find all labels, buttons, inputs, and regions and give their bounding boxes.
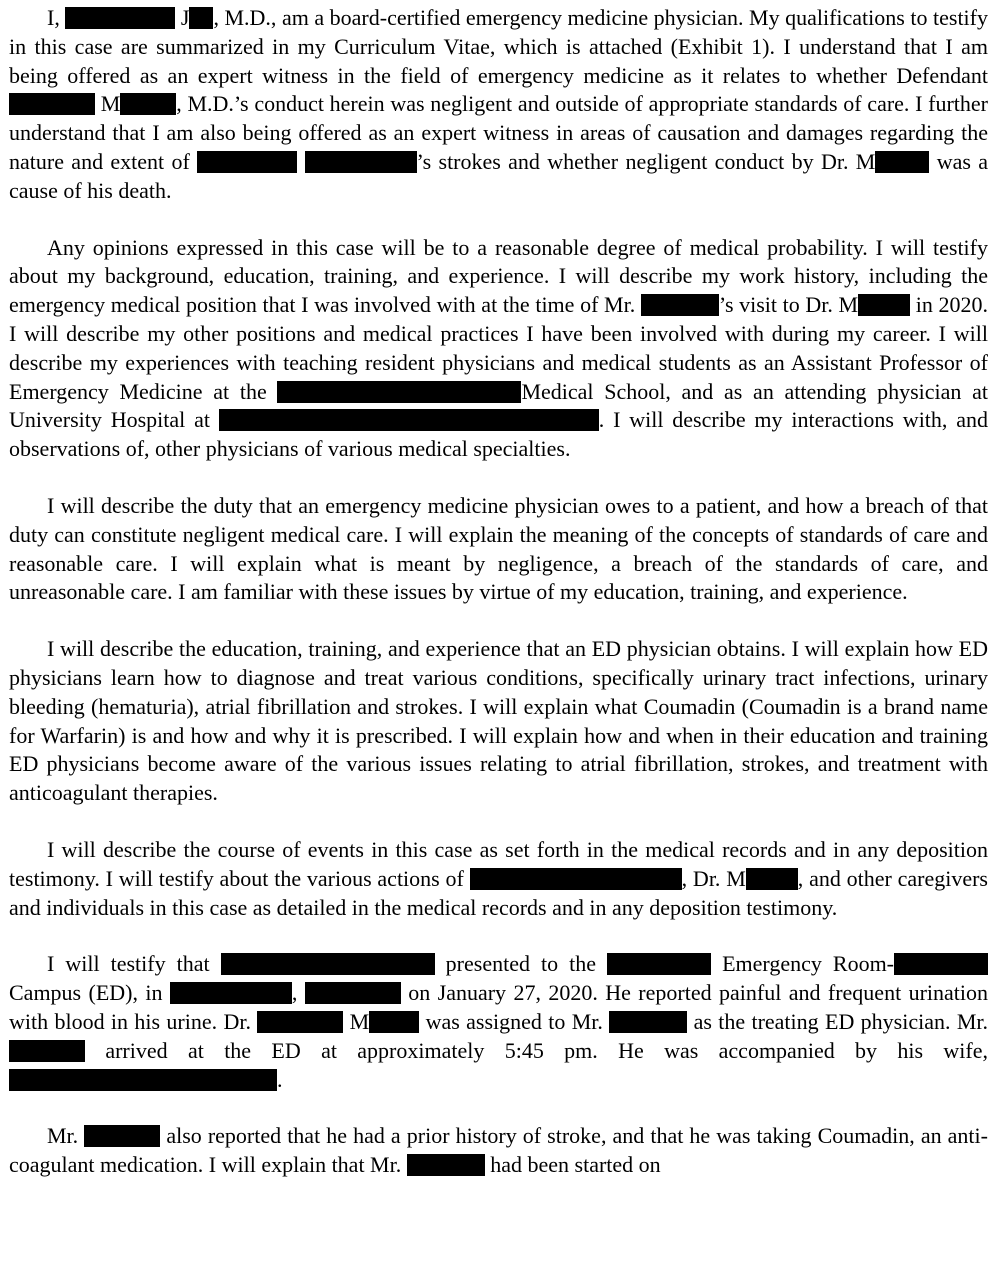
redaction-box [407,1154,485,1176]
redaction-box [189,7,213,29]
redaction-box [607,953,711,975]
paragraph-text: , [291,980,305,1006]
paragraph-text: was a cause of his death. [9,148,989,203]
paragraph-text: . I will describe my interactions with, and observations of, other physicians of various medical specialties. [9,407,988,462]
redaction-box [170,982,292,1004]
redaction-box [9,93,95,115]
paragraph-text: M [95,91,121,117]
paragraph-text: in 2020. I will describe my other positions and medical practices I have been involved with during my career. I will describe my experiences with teaching resident physicians and medical students as an Assistant Professor of Emergency Medicine at the [9,292,988,404]
paragraph-text: Any opinions expressed in this case will be to a reasonable degree of medical probability. I will testify about my background, education, training, and experience. I will describe my work history, including the emergency medical position that I was involved with at the time of Mr. [9,234,988,318]
redaction-box [369,1011,419,1033]
paragraph-text: Medical School, and as an attending physician at University Hospital at [9,378,988,433]
paragraph-text: had been started on [484,1152,661,1178]
paragraph-text: I, [47,5,66,30]
redaction-box [221,953,435,975]
redaction-box [257,1011,343,1033]
paragraph-text: on January 27, 2020. He reported painful and frequent urination with blood in his urine. Dr. [9,980,989,1034]
paragraph-text: I will testify that [47,951,221,977]
paragraph-text: Mr. [47,1123,85,1149]
redaction-box [197,151,297,173]
redaction-box [9,1069,277,1091]
redaction-box [305,982,401,1004]
paragraph [9,836,988,922]
paragraph-text: , Dr. M [681,865,746,891]
paragraph-text: J [175,5,190,30]
paragraph [9,492,988,607]
paragraph-text: M [343,1008,370,1034]
paragraph-text: ’s visit to Dr. M [718,292,859,318]
redaction-box [219,409,599,431]
paragraph-text: presented to the [434,951,608,977]
paragraph-text: I will describe the education, training, and experience that an ED physician obtains. I will explain how ED physicians learn how to diagnose and treat various conditions, specifically urinary tract infections, urinary bleeding (hematuria), atrial fibrillation and strokes. I will explain what Coumadin (Coumadin is a brand name for Warfarin) is and how and why it is prescribed. I will explain how and when in their education and training ED physicians become aware of the various issues relating to atrial fibrillation, strokes, and treatment with anticoagulant therapies. [9,636,988,806]
paragraph-text: , M.D., am a board-certified emergency medicine physician. My qualifications to testify in this case are summarized in my Curriculum Vitae, which is attached (Exhibit 1). I understand that I am being offered as an expert witness in the field of emergency medicine as it relates to whether Defendant [9,5,989,88]
paragraph-text: Campus (ED), in [9,980,170,1006]
redaction-box [470,868,682,890]
redaction-box [84,1125,160,1147]
paragraph-text: as the treating ED physician. Mr. [687,1008,989,1034]
redaction-box [875,151,929,173]
paragraph [9,4,988,206]
redaction-box [9,1040,85,1062]
paragraph-text [297,149,304,174]
paragraph-text: I will describe the course of events in this case as set forth in the medical records and in any deposition testimony. I will testify about the various actions of [9,836,988,891]
redaction-box [894,953,988,975]
redaction-box [609,1011,687,1033]
paragraph [9,234,988,464]
redaction-box [641,294,719,316]
redaction-box [858,294,910,316]
redaction-box [120,93,176,115]
redaction-box [277,381,521,403]
redaction-box [65,7,175,29]
paragraph-text: ’s strokes and whether negligent conduct by Dr. M [416,148,876,174]
paragraph [9,950,988,1094]
redaction-box [305,151,417,173]
redaction-box [746,868,798,890]
paragraph-text: . [277,1066,283,1092]
paragraph-text: arrived at the ED at approximately 5:45 pm. He was accompanied by his wife, [85,1037,988,1063]
paragraph-text: was assigned to Mr. [419,1008,610,1034]
paragraph-text: I will describe the duty that an emergency medicine physician owes to a patient, and how a breach of that duty can constitute negligent medical care. I will explain the meaning of the concepts of standards of care and reasonable care. I will explain what is meant by negligence, a breach of the standards of care, and unreasonable care. I am familiar with these issues by virtue of my education, training, and experience. [9,492,988,605]
paragraph [9,1122,988,1180]
paragraph-text: , and other caregivers and individuals in this case as detailed in the medical records and in any deposition testimony. [9,865,988,920]
paragraph-text: , M.D.’s conduct herein was negligent and outside of appropriate standards of care. I further understand that I am also being offered as an expert witness in areas of causation and damages regarding the nature and extent of [9,91,989,174]
paragraph-text: also reported that he had a prior history of stroke, and that he was taking Coumadin, an anti-coagulant medication. I will explain that Mr. [9,1123,988,1178]
paragraph-text: Emergency Room- [711,951,895,977]
paragraph [9,635,988,808]
